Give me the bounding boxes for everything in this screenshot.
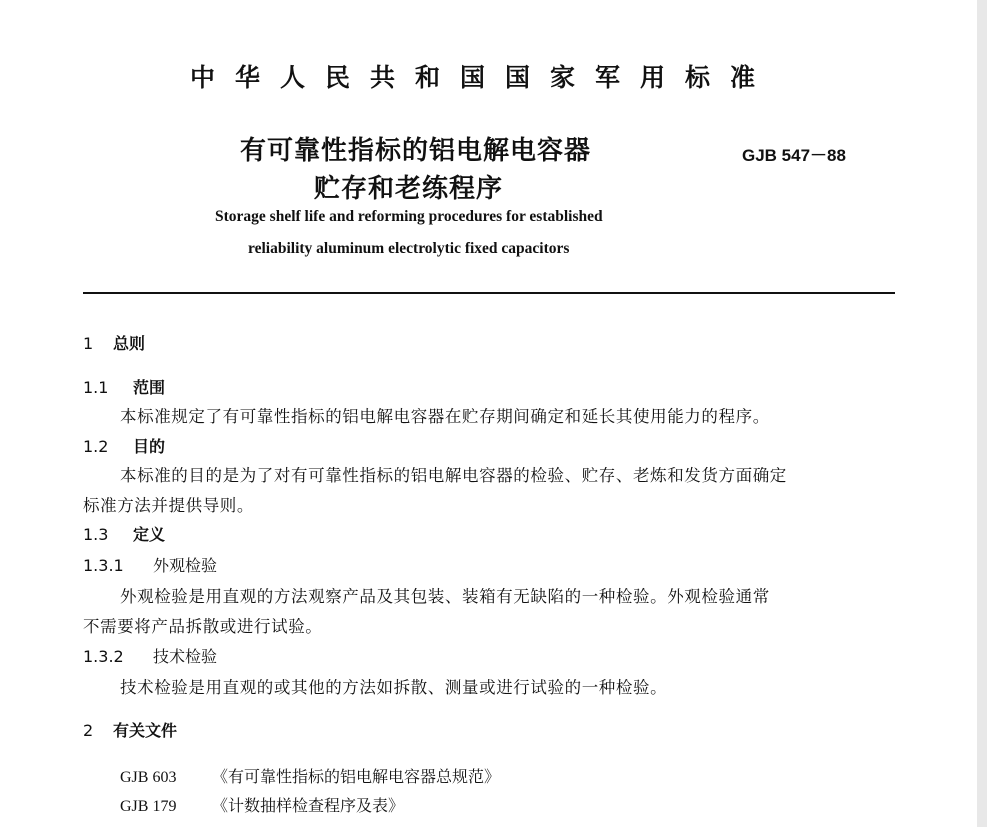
section-2-heading [83,718,177,741]
section-title: 外观检验 [153,556,218,575]
section-1-heading [83,331,145,354]
standard-code: GJB 547－88 [742,146,846,165]
reference-code: GJB 179 [120,798,177,815]
section-1-3-1-text-line2: 不需要将产品拆散或进行试验。 [83,617,323,636]
section-1-3-1-heading [83,553,217,576]
section-number: 1.3 [83,525,109,544]
section-1-3-2-text: 技术检验是用直观的或其他的方法如拆散、测量或进行试验的一种检验。 [120,678,668,697]
document-title-line1: 有可靠性指标的铝电解电容器 [240,136,592,166]
section-1-3-2-heading [83,644,217,667]
section-number: 1.3.2 [83,647,124,666]
section-title: 总则 [113,334,146,353]
section-title: 技术检验 [153,647,218,666]
reference-item [120,764,500,787]
section-1-1-heading [83,375,165,398]
english-title-line1: Storage shelf life and reforming procedures for established [215,208,603,225]
section-1-1-text: 本标准规定了有可靠性指标的铝电解电容器在贮存期间确定和延长其使用能力的程序。 [120,407,770,426]
reference-title: 《计数抽样检查程序及表》 [212,796,405,815]
section-title: 定义 [133,525,166,544]
section-title: 目的 [133,437,166,456]
section-number: 1.2 [83,437,109,456]
section-1-2-text-line2: 标准方法并提供导则。 [83,496,254,515]
section-title: 范围 [133,378,166,397]
section-1-2-text-line1: 本标准的目的是为了对有可靠性指标的铝电解电容器的检验、贮存、老炼和发货方面确定 [120,466,787,485]
section-number: 1.1 [83,378,109,397]
section-number: 2 [83,721,94,740]
section-1-3-1-text-line1: 外观检验是用直观的方法观察产品及其包装、装箱有无缺陷的一种检验。外观检验通常 [120,587,770,606]
section-number: 1 [83,334,94,353]
section-1-2-heading [83,434,165,457]
header-divider [83,292,895,294]
section-1-3-heading [83,522,165,545]
english-title-line2: reliability aluminum electrolytic fixed capacitors [248,240,570,257]
document-title-line2: 贮存和老练程序 [314,174,504,204]
reference-code: GJB 603 [120,769,177,786]
reference-item [120,793,404,816]
reference-title: 《有可靠性指标的铝电解电容器总规范》 [212,767,501,786]
national-standard-heading: 中华人民共和国国家军用标准 [190,63,776,92]
section-title: 有关文件 [113,721,178,740]
page-edge-shadow [977,0,987,827]
section-number: 1.3.1 [83,556,124,575]
